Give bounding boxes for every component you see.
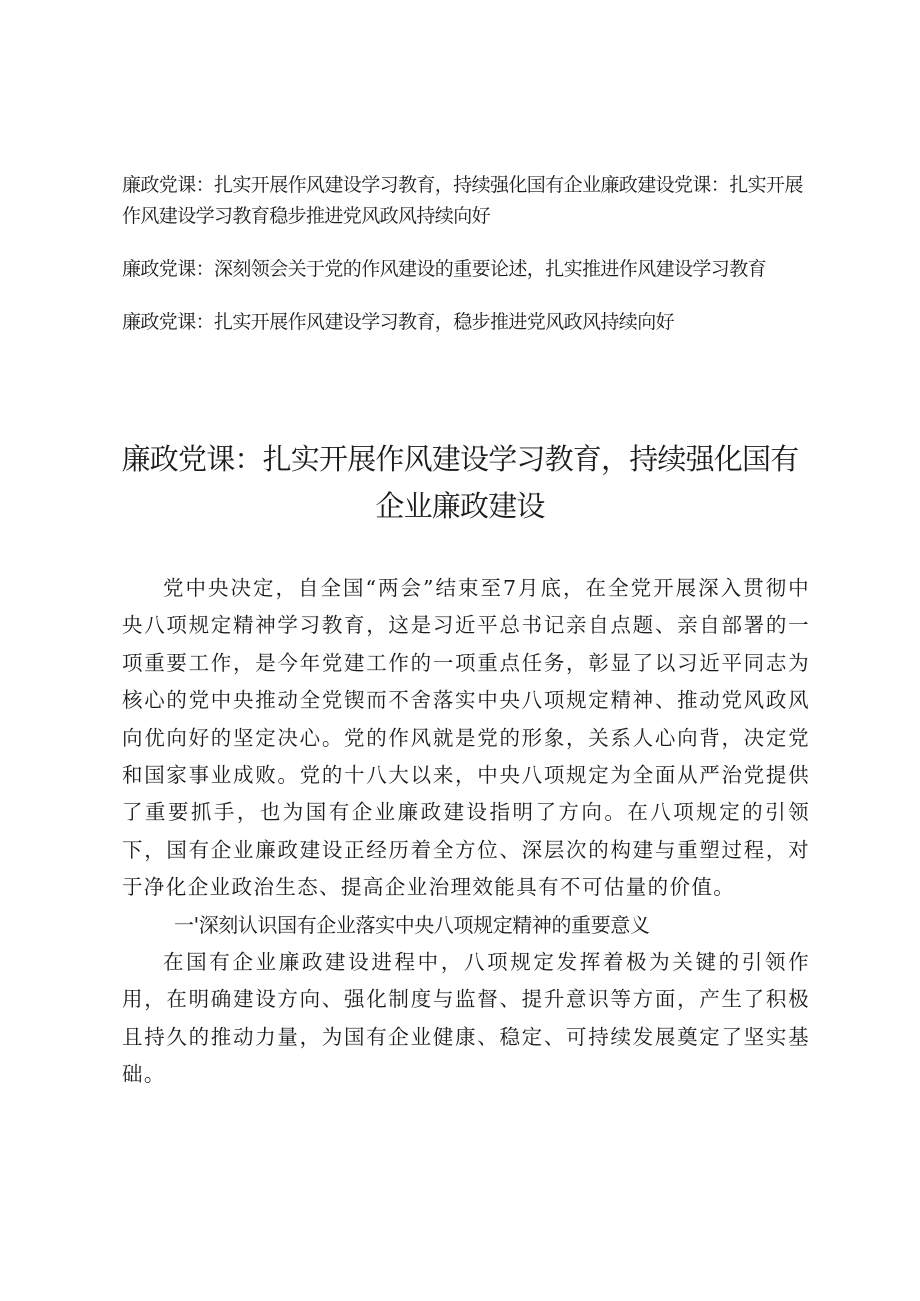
document-body bbox=[122, 570, 810, 1094]
section-heading-1: 一'深刻认识国有企业落实中央八项规定精神的重要意义 bbox=[174, 912, 650, 937]
table-of-contents bbox=[122, 170, 812, 360]
document-title bbox=[110, 436, 810, 530]
title-line-1: 廉政党课：扎实开展作风建设学习教育，持续强化国有 bbox=[121, 442, 799, 476]
toc-item: 廉政党课：扎实开展作风建设学习教育，稳步推进党风政风持续向好 bbox=[122, 311, 675, 333]
toc-item: 廉政党课：深刻领会关于党的作风建设的重要论述，扎实推进作风建设学习教育 bbox=[122, 258, 767, 280]
title-line-2: 企业廉政建设 bbox=[375, 489, 545, 523]
body-paragraph-1: 党中央决定，自全国“两会”结束至7月底，在全党开展深入贯彻中央八项规定精神学习教育，这是习近平总书记亲自点题、亲自部署的一项重要工作，是今年党建工作的一项重点任务，彰显了以习近平同志为核心的党中央推动全党锲而不舍落实中央八项规定精神、推动党风政风向优向好的坚定决心。党的作风就是党的形象，关系人心向背，决定党和国家事业成败。党的十八大以来，中央八项规定为全面从严治党提供了重要抓手，也为国有企业廉政建设指明了方向。在八项规定的引领下，国有企业廉政建设正经历着全方位、深层次的构建与重塑过程，对于净化企业政治生态、提高企业治理效能具有不可估量的价值。 bbox=[122, 576, 810, 900]
body-paragraph-2: 在国有企业廉政建设进程中，八项规定发挥着极为关键的引领作用，在明确建设方向、强化制度与监督、提升意识等方面，产生了积极且持久的推动力量，为国有企业健康、稳定、可持续发展奠定了坚实基础。 bbox=[122, 950, 810, 1087]
toc-item: 廉政党课：扎实开展作风建设学习教育，持续强化国有企业廉政建设党课：扎实开展作风建设学习教育稳步推进党风政风持续向好 bbox=[122, 174, 803, 227]
